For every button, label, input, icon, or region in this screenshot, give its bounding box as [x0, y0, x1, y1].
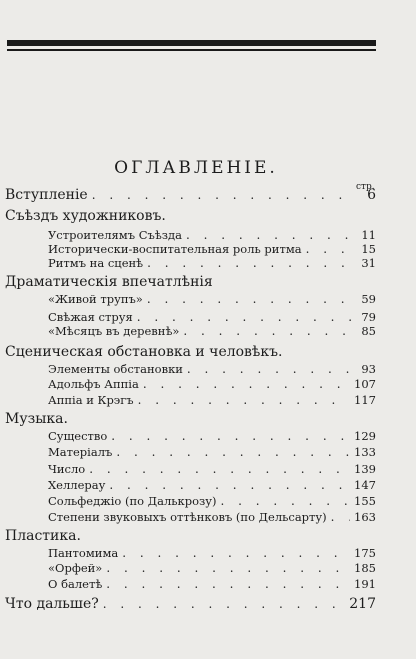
toc-entry-title: «Мѣсяцъ въ деревнѣ» — [48, 324, 180, 338]
dot-leader — [147, 256, 356, 270]
toc-section-heading: Съѣздъ художниковъ. — [5, 208, 166, 224]
toc-entry — [5, 596, 376, 614]
toc-entry-page: 129 — [354, 429, 376, 443]
dot-leader — [109, 478, 350, 492]
dot-leader — [143, 377, 350, 391]
toc-entry-title: Матеріалъ — [48, 445, 113, 459]
toc-subentry — [48, 292, 376, 310]
toc-entry-page: 139 — [354, 462, 376, 476]
toc-subentry — [48, 510, 376, 528]
toc-entry-page: 6 — [367, 187, 376, 203]
dot-leader — [122, 546, 350, 560]
toc-entry-title: Адольфъ Аппіа — [48, 377, 139, 391]
toc-entry-title: «Живой трупъ» — [48, 292, 143, 306]
dot-leader — [331, 510, 350, 524]
toc-entry-page: 79 — [361, 310, 376, 324]
toc-entry-title: Степени звуковыхъ оттѣнковъ (по Дельсарту) — [48, 510, 327, 524]
dot-leader — [221, 494, 351, 508]
toc-subentry — [48, 577, 376, 595]
toc-entry-page: 133 — [354, 445, 376, 459]
toc-entry-page: 107 — [354, 377, 376, 391]
toc-entry-page: 31 — [361, 256, 376, 270]
toc-entry-title: Существо — [48, 429, 108, 443]
toc-section-heading: Драматическія впечатлѣнія — [5, 274, 213, 290]
dot-leader — [106, 577, 350, 591]
toc-entry-page: 85 — [361, 324, 376, 338]
toc-subentry — [48, 324, 376, 342]
toc-section-heading: Сценическая обстановка и человѣкъ. — [5, 344, 283, 360]
toc-entry-page: 59 — [361, 292, 376, 306]
dot-leader — [186, 228, 356, 242]
toc-title: ОГЛАВЛЕНІЕ. — [114, 158, 278, 178]
toc-entry-page: 155 — [354, 494, 376, 508]
toc-entry-title: О балетѣ — [48, 577, 103, 591]
toc-entry-title: Исторически-воспитательная роль ритма — [48, 242, 302, 256]
toc-entry-page: 163 — [354, 510, 376, 524]
dot-leader — [137, 310, 356, 324]
toc-entry-page: 117 — [354, 393, 376, 407]
toc-entry-title: Хеллерау — [48, 478, 106, 492]
dot-leader — [306, 242, 356, 256]
toc-entry-title: Аппіа и Крэгъ — [48, 393, 134, 407]
toc-entry-page: 191 — [354, 577, 376, 591]
toc-entry-title: Вступленіе — [5, 187, 88, 203]
top-rule-thick — [7, 40, 376, 46]
toc-entry-page: 185 — [354, 561, 376, 575]
toc-entry-title: «Орфей» — [48, 561, 103, 575]
toc-entry-title: Сольфеджіо (по Далькрозу) — [48, 494, 217, 508]
toc-entry-page: 15 — [361, 242, 376, 256]
toc-entry-page: 147 — [354, 478, 376, 492]
toc-entry-title: Элементы обстановки — [48, 362, 183, 376]
dot-leader — [116, 445, 350, 459]
toc-entry-title: Число — [48, 462, 86, 476]
toc-entry-title: Что дальше? — [5, 596, 99, 612]
top-rule-thin — [7, 49, 376, 51]
toc-entry-page: 175 — [354, 546, 376, 560]
dot-leader — [183, 324, 356, 338]
dot-leader — [138, 393, 350, 407]
toc-entry-title: Пантомима — [48, 546, 119, 560]
toc-section-heading: Музыка. — [5, 411, 68, 427]
dot-leader — [89, 462, 350, 476]
toc-entry-title: Устрoителямъ Съѣзда — [48, 228, 182, 242]
toc-entry — [5, 187, 376, 205]
toc-entry-title: Свѣжая струя — [48, 310, 133, 324]
toc-subentry — [48, 445, 376, 463]
dot-leader — [187, 362, 356, 376]
page-column-label: стр. — [356, 182, 375, 192]
dot-leader — [106, 561, 350, 575]
toc-entry-page: 93 — [361, 362, 376, 376]
dot-leader — [103, 597, 346, 611]
toc-subentry — [48, 256, 376, 274]
toc-entry-title: Ритмъ на сценѣ — [48, 256, 144, 270]
dot-leader — [92, 188, 356, 202]
dot-leader — [147, 292, 356, 306]
toc-entry-page: 217 — [349, 596, 376, 612]
toc-entry-page: 11 — [361, 228, 376, 242]
toc-section-heading: Пластика. — [5, 528, 81, 544]
toc-subentry — [48, 393, 376, 411]
dot-leader — [111, 429, 350, 443]
